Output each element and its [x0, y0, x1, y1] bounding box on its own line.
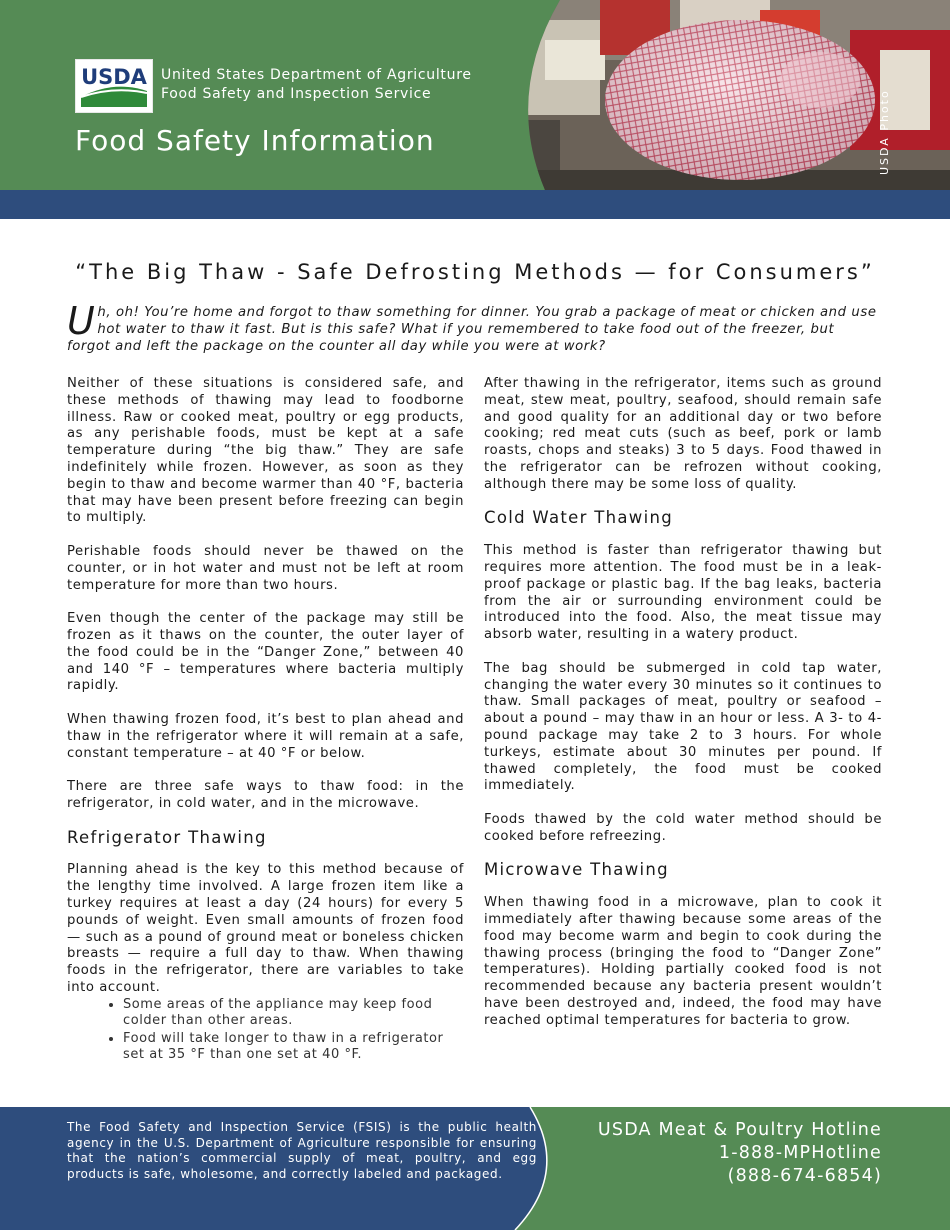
usda-logo — [75, 59, 153, 113]
document-title: “The Big Thaw - Safe Defrosting Methods — for Consumers” — [75, 260, 875, 284]
agency-name — [161, 66, 472, 104]
agency-line-1: United States Department of Agriculture — [161, 67, 472, 83]
intro-text: h, oh! You’re home and forgot to thaw something for dinner. You grab a package of meat or chicken and use hot water to thaw it fast. But is this safe? What if you remembered to take food out of the freezer, but forgot and left the package on the counter all day while you were at work? — [67, 305, 877, 354]
blue-divider-band — [0, 190, 950, 219]
hotline-number: 1-888-MPHotline — [718, 1143, 882, 1163]
paragraph: Foods thawed by the cold water method should be cooked before refreezing. — [484, 811, 882, 844]
paragraph: Planning ahead is the key to this method because of the lengthy time involved. A large frozen item like a turkey requires at least a day (24 hours) for every 5 pounds of weight. Even small amounts of frozen food — such as a pound of ground meat or boneless chicken breasts — require a full day to thaw. When thawing foods in the refrigerator, there are variables to take into account. — [67, 862, 464, 995]
intro-paragraph — [67, 299, 882, 355]
photo-credit: USDA Photo — [878, 89, 891, 175]
paragraph: When thawing food in a microwave, plan to cook it immediately after thawing because some areas of the food may become warm and begin to cook during the thawing process (bringing the food to “Danger Zone” temperatures). Holding partially cooked food is not recommended because any bacteria present wouldn’t have been destroyed and, indeed, the food may have reached optimal temperatures for bacteria to grow. — [484, 895, 882, 1028]
section-heading-microwave: Microwave Thawing — [484, 860, 669, 880]
fsis-description: The Food Safety and Inspection Service (FSIS) is the public health agency in the U.S. Department of Agriculture responsible for ensuring that the nation’s commercial supply of meat, poultry, and egg products is safe, wholesome, and correctly labeled and packaged. — [67, 1120, 537, 1181]
paragraph: After thawing in the refrigerator, items such as ground meat, stew meat, poultry, seafood, should remain safe and good quality for an additional day or two before cooking; red meat cuts (such as beef, pork or lamb roasts, chops and steaks) 3 to 5 days. Food thawed in the refrigerator can be refrozen without cooking, although there may be some loss of quality. — [484, 376, 882, 492]
left-column — [67, 376, 464, 1065]
header-banner — [0, 0, 950, 190]
svg-text:USDA: USDA — [81, 65, 147, 89]
right-column — [484, 376, 882, 1046]
paragraph: Even though the center of the package may still be frozen as it thaws on the counter, the outer layer of the food could be in the “Danger Zone,” between 40 and 140 °F – temperatures where bacteria multiply rapidly. — [67, 611, 464, 694]
header-title: Food Safety Information — [75, 124, 435, 157]
paragraph: This method is faster than refrigerator thawing but requires more attention. The food must be in a leak-proof package or plastic bag. If the bag leaks, bacteria from the air or surrounding environment could be introduced into the food. Also, the meat tissue may absorb water, resulting in a watery product. — [484, 543, 882, 643]
paragraph: Neither of these situations is considered safe, and these methods of thawing may lead to foodborne illness. Raw or cooked meat, poultry or egg products, as any perishable foods, must be kept at a safe temperature during “the big thaw.” They are safe indefinitely while frozen. However, as soon as they begin to thaw and become warmer than 40 °F, bacteria that may have been present before freezing can begin to multiply. — [67, 376, 464, 526]
paragraph: Perishable foods should never be thawed on the counter, or in hot water and must not be left at room temperature for more than two hours. — [67, 543, 464, 593]
paragraph: The bag should be submerged in cold tap water, changing the water every 30 minutes so it continues to thaw. Small packages of meat, poultry or seafood – about a pound – may thaw in an hour or less. A 3- to 4-pound package may take 2 to 3 hours. For whole turkeys, estimate about 30 minutes per pound. If thawed completely, the food must be cooked immediately. — [484, 660, 882, 794]
paragraph: There are three safe ways to thaw food: in the refrigerator, in cold water, and in the microwave. — [67, 779, 464, 811]
section-heading-cold-water: Cold Water Thawing — [484, 508, 673, 528]
hotline-info — [598, 1119, 882, 1188]
footer — [0, 1107, 950, 1230]
section-heading-refrigerator: Refrigerator Thawing — [67, 827, 267, 847]
list-item: • Food will take longer to thaw in a refrigerator set at 35 °F than one set at 40 °F. — [123, 1031, 464, 1064]
intro-dropcap: U — [67, 299, 96, 343]
paragraph: When thawing frozen food, it’s best to plan ahead and thaw in the refrigerator where it will remain at a safe, constant temperature – at 40 °F or below. — [67, 711, 464, 761]
hotline-title: USDA Meat & Poultry Hotline — [597, 1120, 882, 1140]
variables-list — [67, 997, 464, 1064]
agency-line-2: Food Safety and Inspection Service — [161, 86, 432, 102]
hotline-digits: (888-674-6854) — [727, 1166, 882, 1186]
list-item: • Some areas of the appliance may keep food colder than other areas. — [123, 997, 464, 1030]
